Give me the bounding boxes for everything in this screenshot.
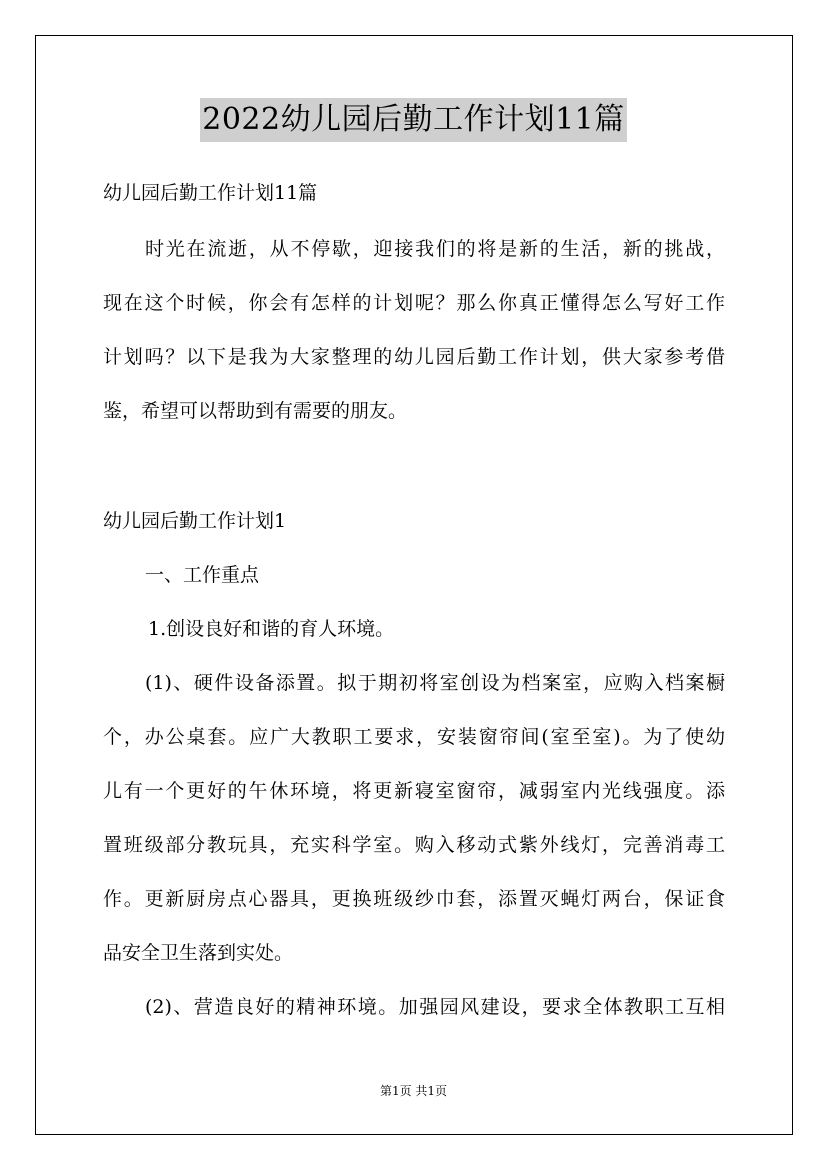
intro-line-4: 鉴，希望可以帮助到有需要的朋友。 bbox=[103, 400, 408, 422]
body-line-7: (2)、营造良好的精神环境。加强园风建设，要求全体教职工互相 bbox=[145, 996, 725, 1018]
body-line-3: 儿有一个更好的午休环境，将更新寝室窗帘，减弱室内光线强度。添 bbox=[103, 780, 725, 802]
section-heading: 幼儿园后勤工作计划1 bbox=[103, 510, 287, 532]
document-title: 2022幼儿园后勤工作计划11篇 bbox=[200, 98, 627, 142]
body-line-1: (1)、硬件设备添置。拟于期初将室创设为档案室，应购入档案橱 bbox=[145, 672, 725, 694]
page-footer: 第1页 共1页 bbox=[379, 1084, 448, 1098]
body-line-5: 作。更新厨房点心器具，更换班级纱巾套，添置灭蝇灯两台，保证食 bbox=[103, 888, 725, 910]
body-line-6: 品安全卫生落到实处。 bbox=[103, 942, 294, 964]
body-line-2: 个，办公桌套。应广大教职工要求，安装窗帘间(室至室)。为了使幼 bbox=[103, 726, 725, 748]
intro-line-1: 时光在流逝，从不停歇，迎接我们的将是新的生活，新的挑战， bbox=[145, 238, 725, 260]
sub-heading: 一、工作重点 bbox=[145, 564, 260, 586]
subtitle-line: 幼儿园后勤工作计划11篇 bbox=[103, 182, 318, 204]
intro-line-3: 计划吗？以下是我为大家整理的幼儿园后勤工作计划，供大家参考借 bbox=[103, 346, 725, 368]
body-line-4: 置班级部分教玩具，充实科学室。购入移动式紫外线灯，完善消毒工 bbox=[103, 834, 725, 856]
intro-line-2: 现在这个时候，你会有怎样的计划呢？那么你真正懂得怎么写好工作 bbox=[103, 292, 725, 314]
title-container bbox=[0, 98, 827, 142]
item-heading: 1.创设良好和谐的育人环境。 bbox=[148, 618, 395, 640]
